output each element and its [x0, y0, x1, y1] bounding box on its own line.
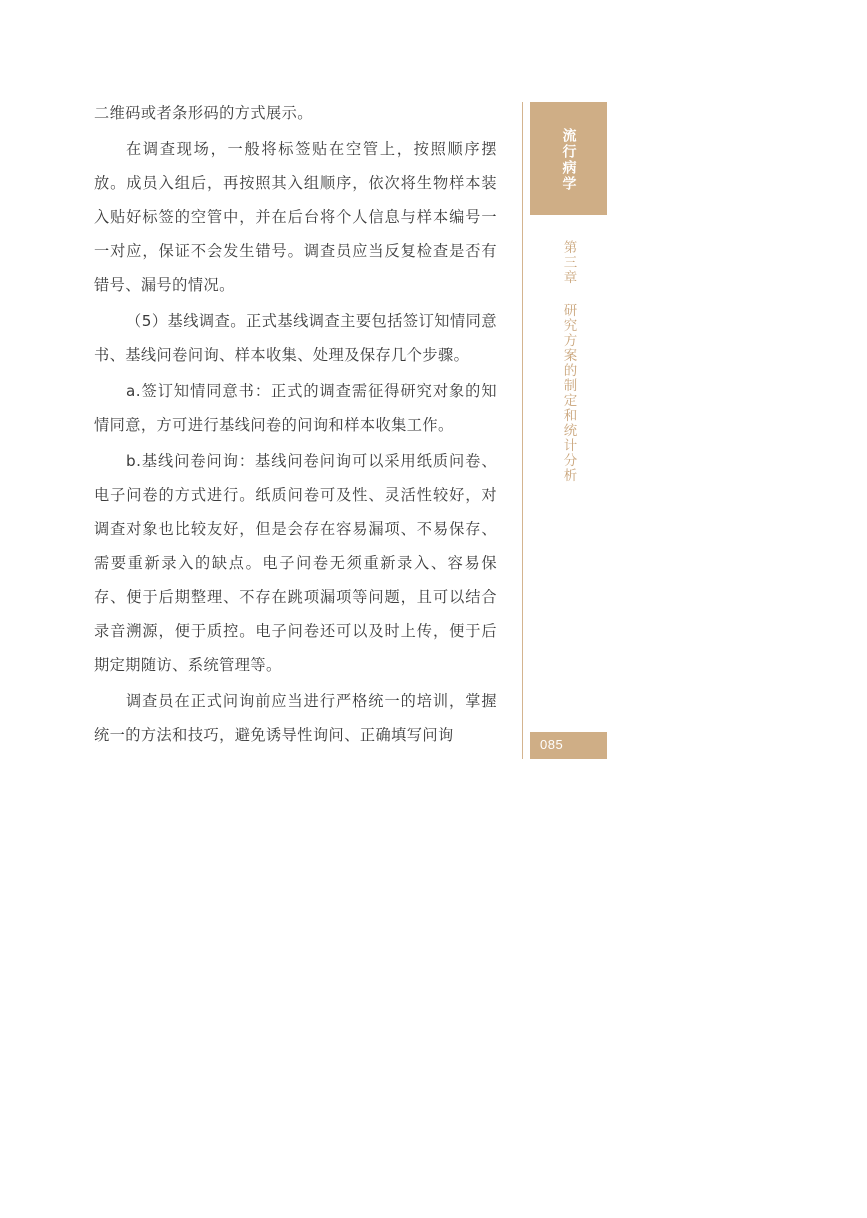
body-text-column [94, 96, 497, 752]
paragraph-baseline-survey: （5）基线调查。正式基线调查主要包括签订知情同意书、基线问卷问询、样本收集、处理及保存几个步骤。 [94, 312, 497, 364]
subject-title: 流行病学 [560, 128, 577, 192]
chapter-number: 第三章 [560, 240, 577, 285]
chapter-title: 研究方案的制定和统计分析 [560, 303, 577, 483]
chapter-label [530, 240, 607, 483]
paragraph-continuation: 二维码或者条形码的方式展示。 [94, 104, 313, 122]
paragraph-informed-consent: a.签订知情同意书：正式的调查需征得研究对象的知情同意，方可进行基线问卷的问询和样本收集工作。 [94, 382, 497, 434]
paragraph-questionnaire: b.基线问卷问询：基线问卷问询可以采用纸质问卷、电子问卷的方式进行。纸质问卷可及性、灵活性较好，对调查对象也比较友好，但是会存在容易漏项、不易保存、需要重新录入的缺点。电子问卷无须重新录入、容易保存、便于后期整理、不存在跳项漏项等问题，且可以结合录音溯源，便于质控。电子问卷还可以及时上传，便于后期定期随访、系统管理等。 [94, 452, 497, 674]
paragraph-training: 调查员在正式问询前应当进行严格统一的培训，掌握统一的方法和技巧，避免诱导性询问、正确填写问询 [94, 692, 497, 744]
page-number-tab [530, 732, 607, 759]
page-number: 085 [540, 737, 564, 752]
subject-tab [530, 102, 607, 215]
sidebar-divider [522, 102, 523, 759]
paragraph-labeling: 在调查现场，一般将标签贴在空管上，按照顺序摆放。成员入组后，再按照其入组顺序，依次将生物样本装入贴好标签的空管中，并在后台将个人信息与样本编号一一对应，保证不会发生错号。调查员应当反复检查是否有错号、漏号的情况。 [94, 140, 497, 294]
